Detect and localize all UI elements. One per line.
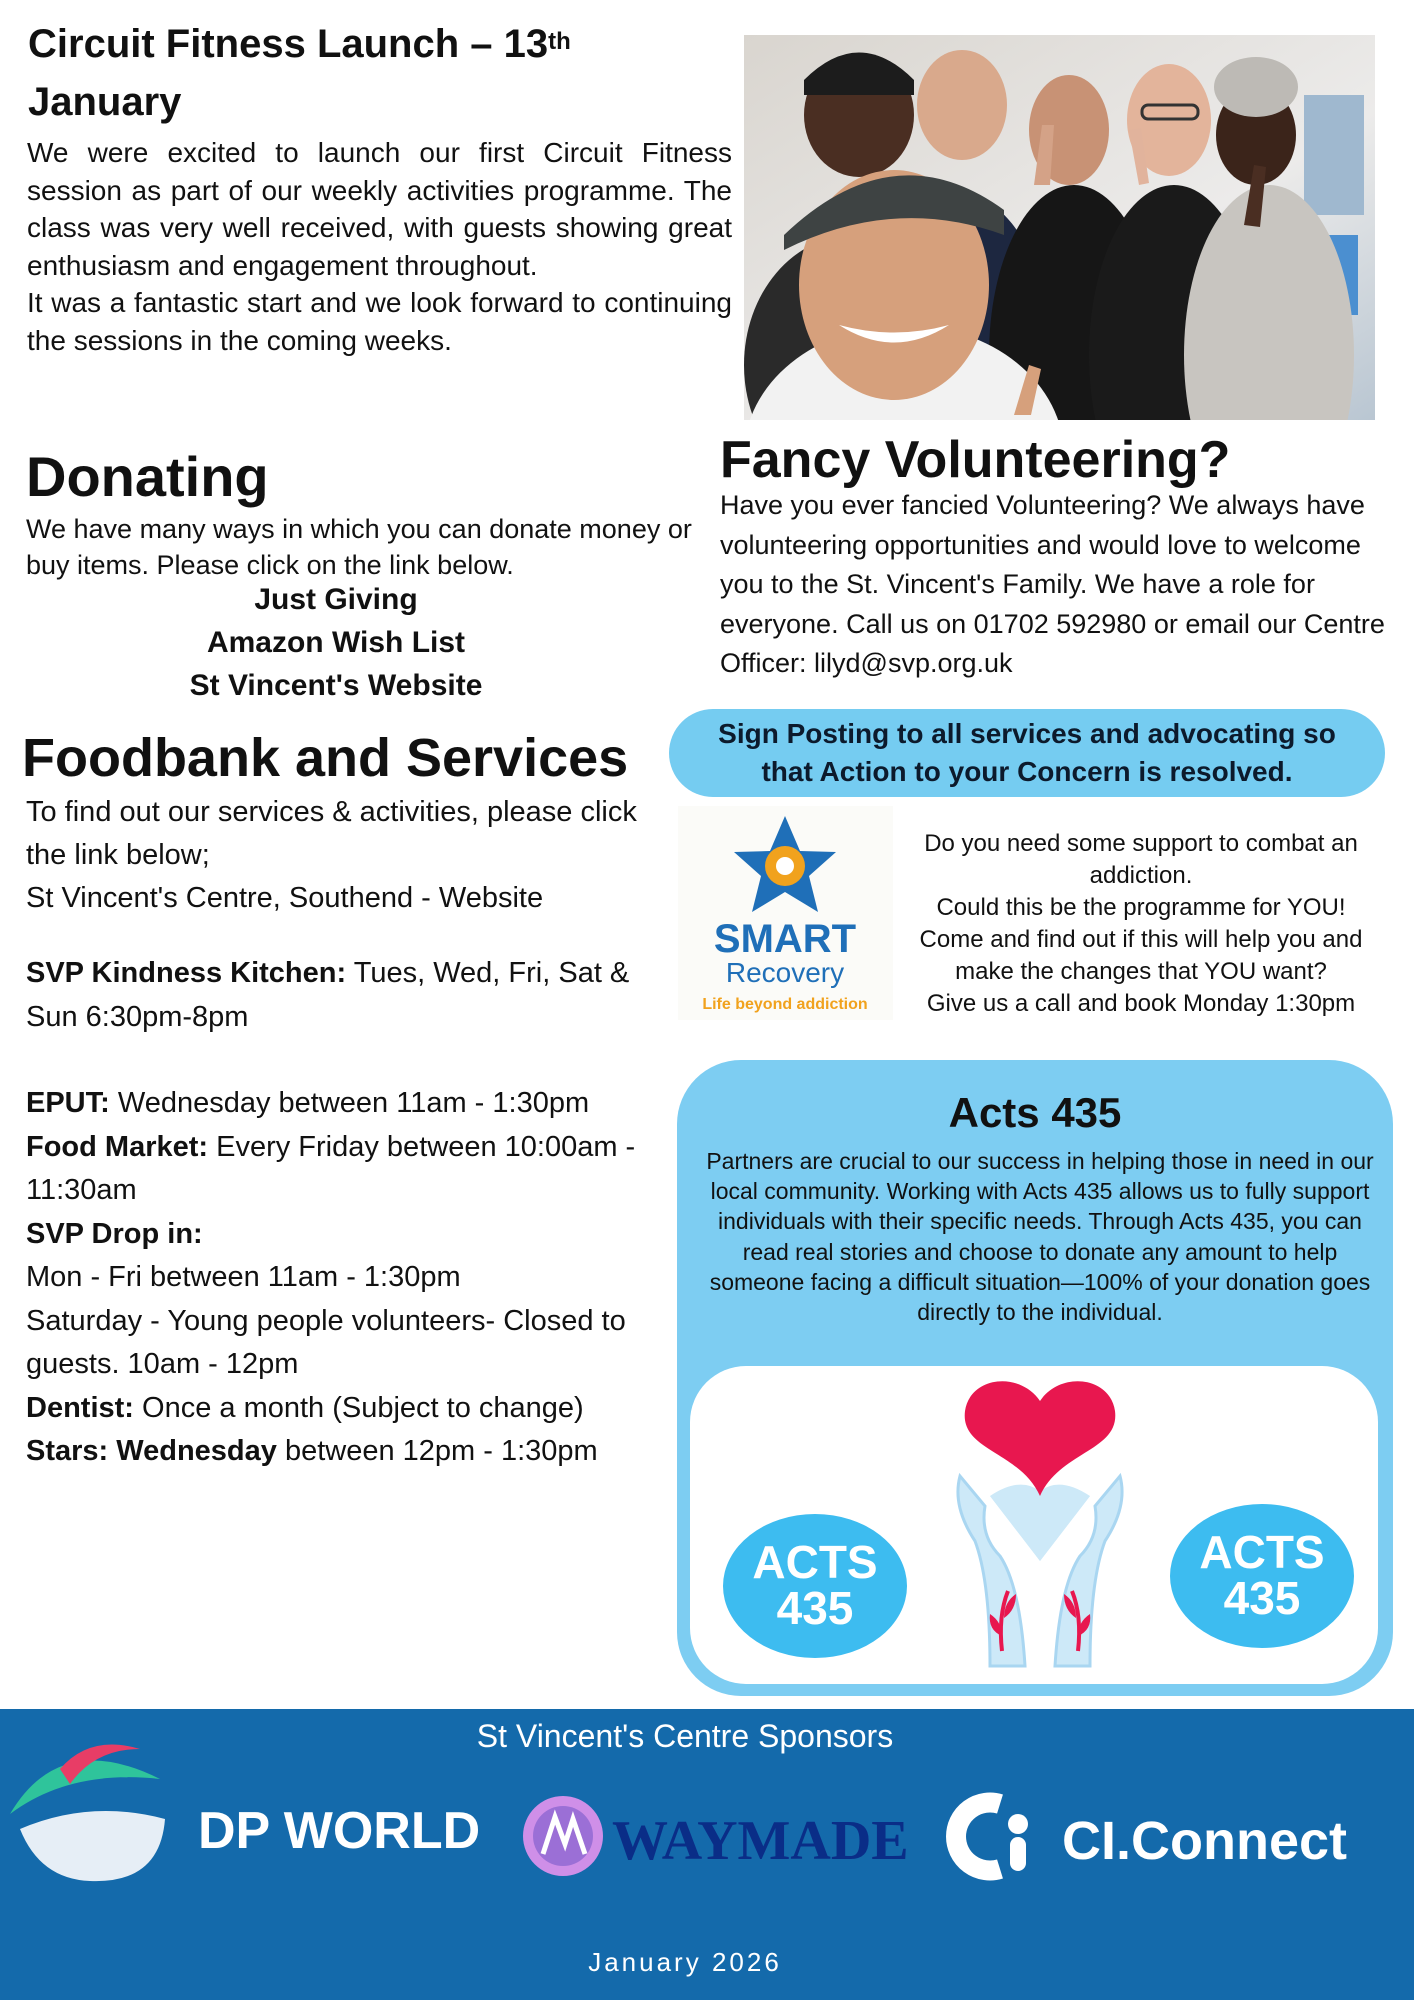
stars-item: Stars: Wednesday between 12pm - 1:30pm: [26, 1435, 598, 1467]
acts-435-illustration: [690, 1366, 1378, 1684]
sign-posting-text: Sign Posting to all services and advocating so that Action to your Concern is resolved.: [718, 718, 1336, 787]
svg-text:ACTS: ACTS: [752, 1536, 878, 1588]
svg-text:CI.Connect: CI.Connect: [1062, 1811, 1348, 1871]
compass-star-icon: [734, 816, 836, 912]
circuit-fitness-paragraph-1: We were excited to launch our first Circuit Fitness session as part of our weekly activities programme. The class was very well received, with guests showing great enthusiasm and engagement throughout.: [27, 137, 732, 281]
foodbank-services-list: [26, 952, 676, 1474]
circuit-fitness-title: Circuit Fitness Launch – 13th January: [28, 22, 571, 124]
smart-recovery-logo: [678, 806, 893, 1020]
smart-logo-word: SMART: [713, 917, 857, 961]
acts-435-title: Acts 435: [948, 1089, 1122, 1136]
svg-text:WAYMADE: WAYMADE: [612, 1810, 909, 1872]
smart-recovery-text: [900, 828, 1382, 1020]
drop-in-weekday: Mon - Fri between 11am - 1:30pm: [26, 1261, 461, 1293]
donating-title: Donating: [26, 445, 269, 508]
waymade-logo: [523, 1796, 909, 1876]
smart-logo-tagline: Life beyond addiction: [702, 996, 868, 1013]
foodbank-intro: [26, 791, 666, 920]
donating-text: We have many ways in which you can donate money or buy items. Please click on the link below.: [26, 514, 692, 580]
acts-435-text: Partners are crucial to our success in helping those in need in our local community. Working with Acts 435 allows us to fully support individuals with their specific needs. Through Acts 435, you can read real stories and choose to donate any amount to help someone facing a difficult situation—100% of your donation goes directly to the individual.: [706, 1148, 1374, 1326]
food-market-item: Food Market: Every Friday between 10:00am - 11:30am: [26, 1130, 636, 1206]
drop-in-label: SVP Drop in:: [26, 1217, 203, 1250]
ci-connect-logo: [956, 1803, 1347, 1872]
acts-logo-right: [1170, 1504, 1354, 1648]
foodbank-intro-text: To find out our services & activities, please click the link below;: [26, 796, 637, 871]
circuit-fitness-group-photo: [744, 35, 1375, 420]
heart-hands-icon: [958, 1381, 1122, 1666]
smart-logo-recovery: Recovery: [725, 957, 845, 988]
sponsors-title: St Vincent's Centre Sponsors: [476, 1718, 894, 1754]
volunteering-text: Have you ever fancied Volunteering? We always have volunteering opportunities and would love to welcome you to the St. Vincent's Family. We have a role for everyone. Call us on 01702 592980 or email our Centre Officer: lilyd@svp.org.uk: [720, 490, 1385, 678]
smart-line-2: Could this be the programme for YOU!: [936, 894, 1346, 921]
smart-line-3: Come and find out if this will help you and make the changes that YOU want?: [919, 926, 1363, 985]
donating-links: [26, 578, 646, 707]
svg-text:DP WORLD: DP WORLD: [198, 1802, 481, 1860]
smart-line-4: Give us a call and book Monday 1:30pm: [926, 990, 1356, 1017]
st-vincents-centre-website-link[interactable]: St Vincent's Centre, Southend - Website: [26, 882, 544, 914]
drop-in-saturday: Saturday - Young people volunteers- Closed to guests. 10am - 12pm: [26, 1304, 626, 1380]
circuit-fitness-paragraph-2: It was a fantastic start and we look forward to continuing the sessions in the coming weeks.: [27, 287, 732, 356]
foodbank-title: Foodbank and Services: [22, 728, 629, 788]
acts-logo-left: [723, 1514, 907, 1658]
eput-item: EPUT: Wednesday between 11am - 1:30pm: [26, 1087, 590, 1119]
svg-text:435: 435: [1223, 1572, 1301, 1624]
svg-text:435: 435: [776, 1582, 854, 1634]
newsletter-date: January 2026: [588, 1947, 782, 1977]
just-giving-link[interactable]: Just Giving: [254, 583, 418, 616]
kindness-kitchen-item: SVP Kindness Kitchen: Tues, Wed, Fri, Sat & Sun 6:30pm-8pm: [26, 957, 630, 1033]
dp-world-logo: [10, 1745, 480, 1882]
st-vincents-website-link[interactable]: St Vincent's Website: [189, 669, 483, 702]
smart-line-1: Do you need some support to combat an addiction.: [924, 830, 1358, 889]
dentist-item: Dentist: Once a month (Subject to change): [26, 1391, 584, 1424]
amazon-wish-list-link[interactable]: Amazon Wish List: [206, 626, 466, 659]
sign-posting-banner: [669, 709, 1385, 797]
volunteering-title: Fancy Volunteering?: [720, 431, 1231, 489]
circuit-fitness-text: [27, 134, 732, 359]
svg-text:ACTS: ACTS: [1199, 1526, 1325, 1578]
